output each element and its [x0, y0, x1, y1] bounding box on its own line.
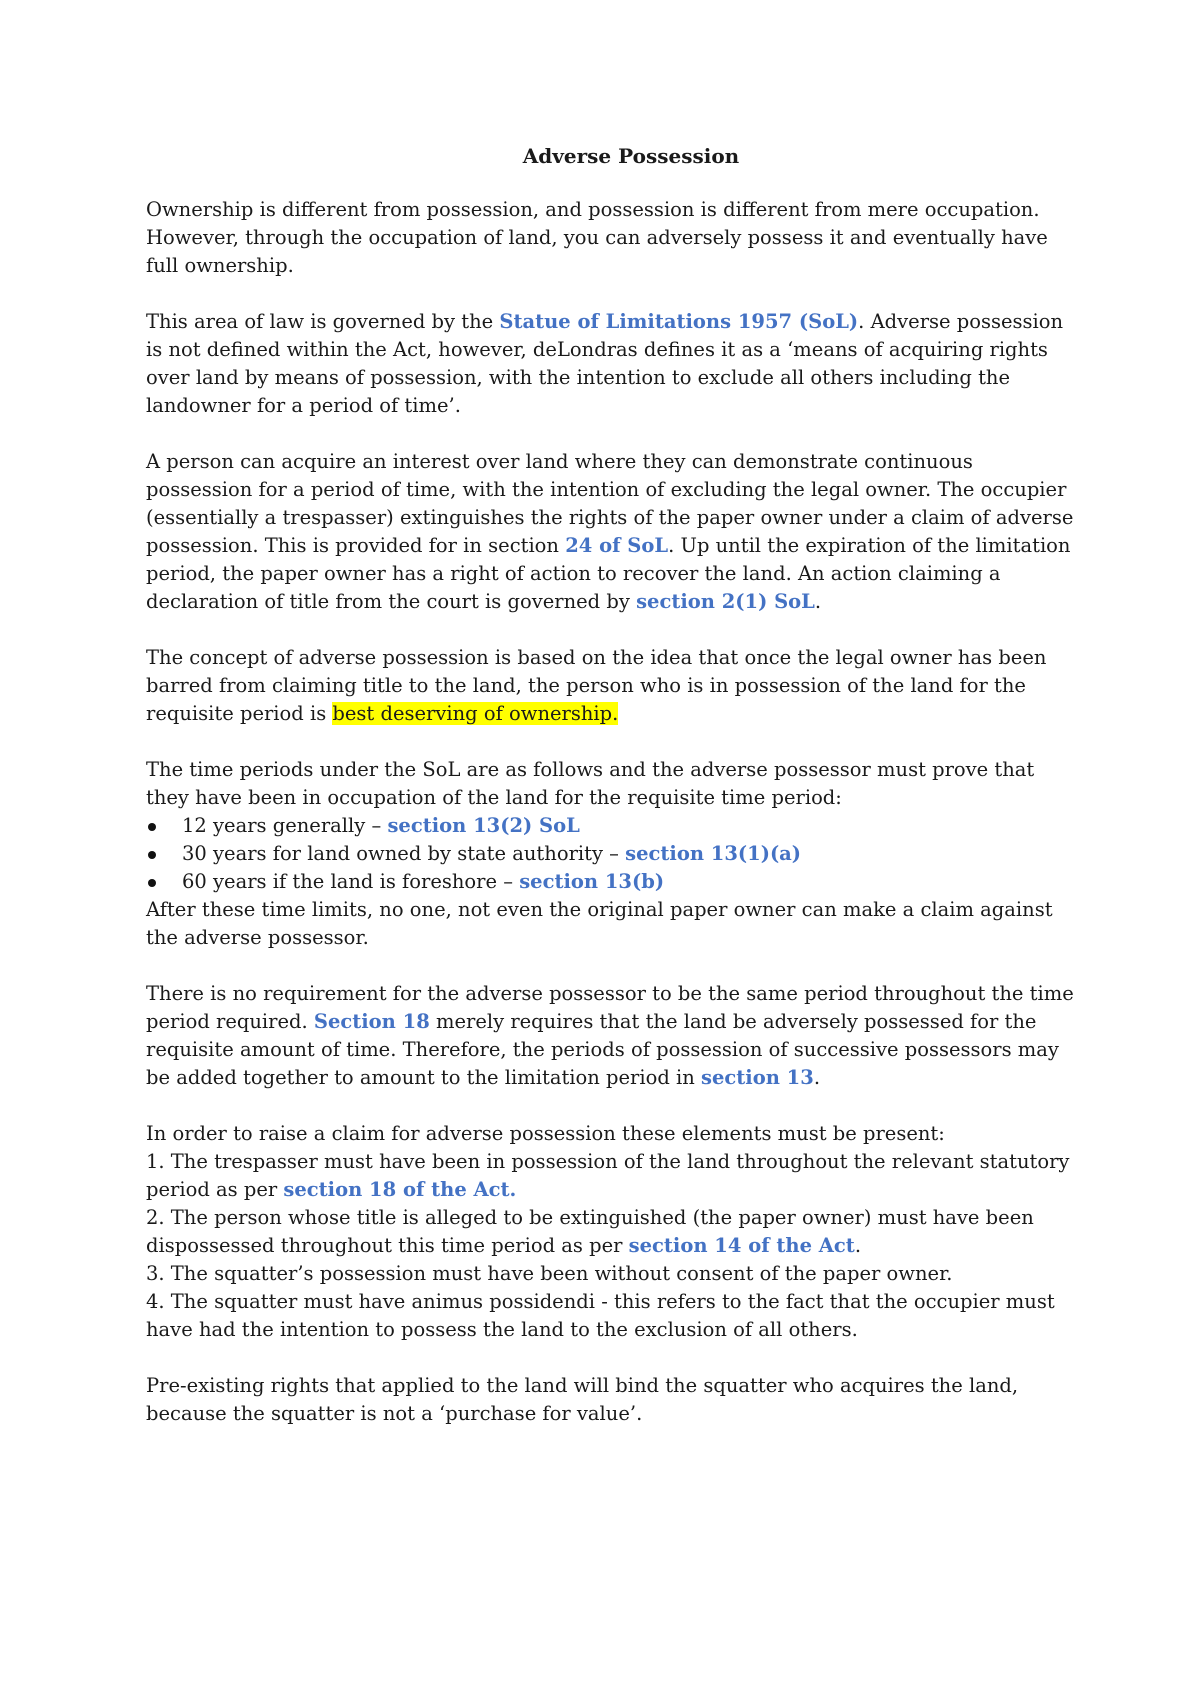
statute-reference: Section 18 [313, 1010, 430, 1033]
list-item: 4. The squatter must have animus possidendi - this refers to the fact that the occupier must have had the intention to possess the land to the exclusion of all others. [146, 1290, 1055, 1341]
text: In order to raise a claim for adverse possession these elements must be present: [146, 1122, 945, 1145]
statute-reference: section 13(b) [519, 870, 665, 893]
time-period-list [146, 812, 1076, 896]
text: The concept of adverse possession is based on the idea that once the legal owner has been barred from claiming title to the land, the person who is in possession of the land for the requisite period is [146, 646, 1047, 725]
statute-reference: Statue of Limitations 1957 (SoL) [499, 310, 859, 333]
paragraph-successive-possessors [146, 980, 1076, 1092]
text: 30 years for land owned by state authority – [182, 842, 626, 865]
paragraph-concept [146, 644, 1076, 728]
paragraph-governing-law [146, 308, 1076, 420]
text: . [814, 590, 822, 613]
text: . Up until the expiration of the limitation period, the paper owner has a right of action to recover the land. An action claiming a declaration of title from the court is governed by [146, 534, 1071, 613]
text: . Adverse possession is not defined within the Act, however, deLondras defines it as a ‘means of acquiring rights over land by means of possession, with the intention to exclude all others including the landowner for a period of time’. [146, 310, 1064, 417]
text: After these time limits, no one, not even the original paper owner can make a claim against the adverse possessor. [146, 898, 1053, 949]
text: 60 years if the land is foreshore – [182, 870, 520, 893]
text: 12 years generally – [182, 814, 388, 837]
text: A person can acquire an interest over land where they can demonstrate continuous possession for a period of time, with the intention of excluding the legal owner. The occupier (essentially a trespasser) extinguishes the rights of the paper owner under a claim of adverse possession. This is provided for in section [146, 450, 1074, 557]
text: There is no requirement for the adverse possessor to be the same period throughout the time period required. [146, 982, 1074, 1033]
statute-reference: section 18 of the Act. [283, 1178, 517, 1201]
text: . [854, 1234, 862, 1257]
statute-reference: section 13(1)(a) [625, 842, 802, 865]
text: merely requires that the land be adversely possessed for the requisite amount of time. Therefore, the periods of possession of successive possessors may be added together to amount to the limitation period in [146, 1010, 1059, 1089]
paragraph-elements [146, 1120, 1076, 1344]
list-item: 3. The squatter’s possession must have been without consent of the paper owner. [146, 1262, 953, 1285]
text: 1. The trespasser must have been in possession of the land throughout the relevant statutory period as per [146, 1150, 1070, 1201]
list-item [146, 868, 1076, 896]
paragraph-ownership: Ownership is different from possession, and possession is different from mere occupation. However, through the occupation of land, you can adversely possess it and eventually have full ownership. [146, 198, 1048, 277]
page-title: Adverse Possession [522, 144, 740, 168]
statute-reference: section 13 [701, 1066, 814, 1089]
highlighted-text: best deserving of ownership. [332, 702, 619, 725]
statute-reference: section 2(1) SoL [636, 590, 815, 613]
list-item [146, 812, 1076, 840]
text: 2. The person whose title is alleged to be extinguished (the paper owner) must have been dispossessed throughout this time period as per [146, 1206, 1034, 1257]
paragraph-time-periods [146, 756, 1076, 952]
list-item [146, 1148, 1076, 1204]
statute-reference: section 14 of the Act [628, 1234, 855, 1257]
text: The time periods under the SoL are as follows and the adverse possessor must prove that they have been in occupation of the land for the requisite time period: [146, 758, 1035, 809]
text: This area of law is governed by the [146, 310, 500, 333]
paragraph-acquire-interest [146, 448, 1076, 616]
list-item [146, 840, 1076, 868]
text: . [813, 1066, 821, 1089]
statute-reference: section 13(2) SoL [387, 814, 580, 837]
paragraph-pre-existing-rights: Pre-existing rights that applied to the land will bind the squatter who acquires the land, because the squatter is not a ‘purchase for value’. [146, 1374, 1019, 1425]
list-item [146, 1204, 1076, 1260]
document-page [146, 142, 1076, 1456]
statute-reference: 24 of SoL [565, 534, 669, 557]
